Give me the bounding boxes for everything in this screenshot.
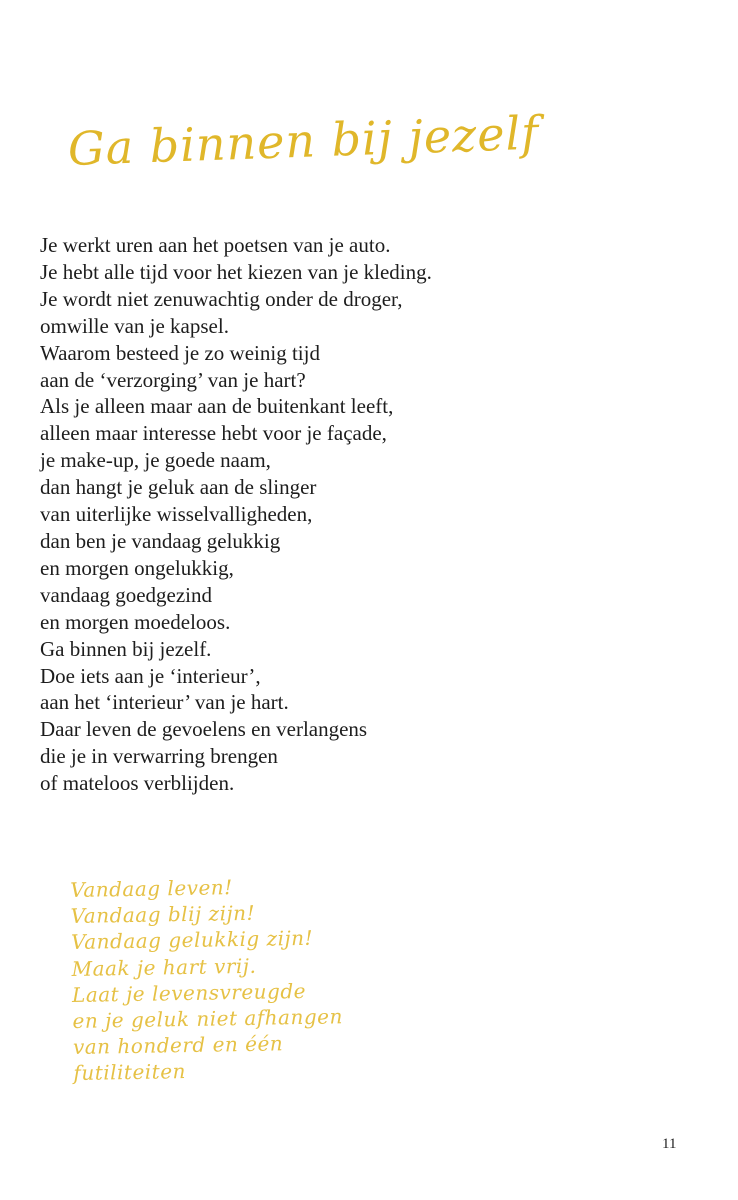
note-line: Vandaag leven! (70, 875, 233, 902)
poem-line: alleen maar interesse hebt voor je façade, (40, 421, 387, 446)
poem-line: Je werkt uren aan het poetsen van je auto. (40, 233, 391, 257)
poem-line: Daar leven de gevoelens en verlangens (40, 717, 368, 742)
poem-line: en morgen moedeloos. (40, 609, 231, 634)
poem-line: van uiterlijke wisselvalligheden, (40, 502, 313, 527)
poem-line: dan hangt je geluk aan de slinger (40, 475, 317, 500)
poem-line: omwille van je kapsel. (40, 313, 229, 338)
note-line: Vandaag gelukkig zijn! (70, 926, 314, 955)
poem-line: aan het ‘interieur’ van je hart. (40, 690, 289, 715)
poem-body (40, 232, 432, 797)
poem-line: Je wordt niet zenuwachtig onder de droger, (40, 286, 403, 311)
poem-line: Als je alleen maar aan de buitenkant leeft, (40, 394, 394, 419)
poem-line: of mateloos verblijden. (40, 771, 235, 796)
note-line: Vandaag blij zijn! (70, 900, 256, 929)
page-number: 11 (662, 1136, 677, 1152)
poem-line: en morgen ongelukkig, (40, 555, 234, 580)
poem-line: Waarom besteed je zo weinig tijd (40, 340, 320, 365)
poem-line: vandaag goedgezind (40, 582, 213, 607)
handwritten-note (70, 872, 344, 1086)
note-line: van honderd en één (72, 1031, 284, 1060)
poem-line: aan de ‘verzorging’ van je hart? (40, 367, 306, 392)
poem-line: Ga binnen bij jezelf. (40, 636, 212, 661)
note-line: Laat je levensvreugde (71, 978, 307, 1007)
poem-line: Je hebt alle tijd voor het kiezen van je kleding. (40, 259, 432, 284)
note-line: Maak je hart vrij. (71, 953, 257, 981)
page-title: Ga binnen bij jezelf (67, 105, 541, 176)
poem-line: je make-up, je goede naam, (40, 448, 271, 473)
poem-line: die je in verwarring brengen (40, 744, 278, 769)
poem-line: Doe iets aan je ‘interieur’, (40, 663, 261, 688)
poem-line: dan ben je vandaag gelukkig (40, 528, 281, 553)
note-line: futiliteiten (73, 1059, 187, 1086)
note-line: en je geluk niet afhangen (72, 1004, 344, 1033)
